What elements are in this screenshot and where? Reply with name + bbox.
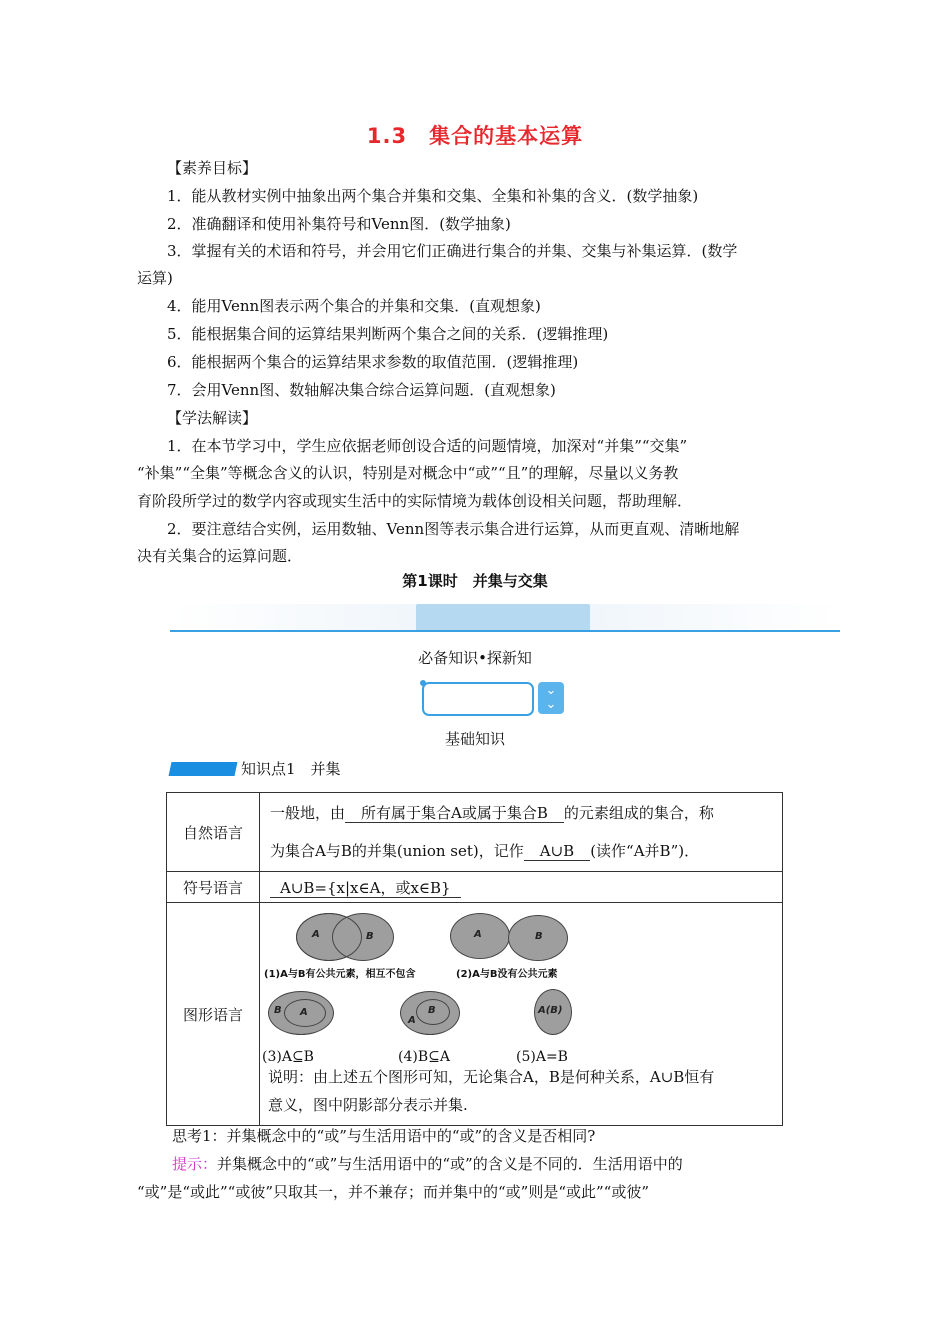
venn-caption-4: (4)B⊆A (398, 1049, 450, 1065)
venn-label-b: B (428, 1005, 436, 1016)
text: (读作“A并B”)． (590, 842, 700, 860)
venn-caption-5: (5)A=B (516, 1049, 568, 1065)
venn-caption-1: (1)A与B有公共元素，相互不包含 (264, 969, 416, 980)
page-title: 1.3 集合的基本运算 (366, 124, 584, 148)
graphic-language-cell (260, 903, 783, 1126)
pill-dot (420, 680, 426, 686)
hint-line-2: “或”是“或此”“或彼”只取其一，并不兼存；而并集中的“或”则是“或此”“或彼” (137, 1183, 650, 1201)
knowledge-point-bar (169, 762, 238, 776)
method-line: 1．在本节学习中，学生应依据老师创设合适的问题情境，加深对“并集”“交集” (167, 437, 688, 455)
goal-item: 1．能从教材实例中抽象出两个集合并集和交集、全集和补集的含义．(数学抽象) (167, 187, 699, 205)
row-label-symbol: 符号语言 (167, 872, 260, 903)
venn-caption-3: (3)A⊆B (262, 1049, 314, 1065)
goal-item: 3．掌握有关的术语和符号，并会用它们正确进行集合的并集、交集与补集运算．(数学 (167, 242, 738, 260)
text: 为集合A与B的并集(union set)，记作 (270, 842, 524, 860)
method-line: 2．要注意结合实例，运用数轴、Venn图等表示集合进行运算，从而更直观、清晰地解 (167, 520, 740, 538)
hint-text: 并集概念中的“或”与生活用语中的“或”的含义是不同的．生活用语中的 (217, 1155, 683, 1173)
natural-language-cell (260, 793, 783, 872)
row-label-natural: 自然语言 (167, 793, 260, 872)
answer-blank: 所有属于集合A或属于集合B (345, 804, 564, 823)
row-label-graphic: 图形语言 (167, 903, 260, 1126)
text: 一般地，由 (270, 804, 346, 822)
venn-label-b: B (535, 931, 543, 942)
venn-label-a: A (474, 929, 482, 940)
union-formula: A∪B={x|x∈A，或x∈B} (270, 879, 461, 898)
method-heading: 【学法解读】 (167, 409, 258, 427)
goal-item: 2．准确翻译和使用补集符号和Venn图．(数学抽象) (167, 215, 511, 233)
note-line: 意义，图中阴影部分表示并集. (268, 1096, 468, 1114)
venn-outline-a (296, 913, 362, 961)
method-line: 决有关集合的运算问题． (137, 547, 303, 565)
method-line: 育阶段所学过的数学内容或现实生活中的实际情境为载体创设相关问题，帮助理解． (137, 492, 693, 510)
banner-fade-right (590, 604, 840, 630)
banner-fade-left (170, 604, 416, 630)
banner-line (170, 630, 840, 632)
goals-heading: 【素养目标】 (167, 159, 258, 177)
banner-tab (416, 604, 590, 630)
goal-item: 4．能用Venn图表示两个集合的并集和交集．(直观想象) (167, 297, 541, 315)
venn-label-ab: A(B) (538, 1005, 563, 1016)
graphic-note (268, 1063, 778, 1119)
text: 的元素组成的集合，称 (563, 804, 714, 822)
hint-label: 提示： (172, 1155, 218, 1173)
knowledge-point-title: 知识点1 并集 (241, 760, 341, 778)
goal-item: 6．能根据两个集合的运算结果求参数的取值范围．(逻辑推理) (167, 353, 579, 371)
union-table (166, 792, 783, 1126)
venn-label-a: A (300, 1007, 308, 1018)
symbol-language-cell (260, 872, 783, 903)
venn-label-a: A (408, 1015, 416, 1026)
lesson-title: 第1课时 并集与交集 (402, 572, 548, 590)
goal-item: 5．能根据集合间的运算结果判断两个集合之间的关系．(逻辑推理) (167, 325, 609, 343)
basic-knowledge-label: 基础知识 (444, 730, 505, 748)
answer-blank: A∪B (524, 842, 590, 861)
goal-item: 7．会用Venn图、数轴解决集合综合运算问题．(直观想象) (167, 381, 556, 399)
venn-caption-2: (2)A与B没有公共元素 (456, 969, 558, 980)
chevron-down-icon: ⌄ ⌄ (538, 682, 564, 714)
basic-knowledge-box (422, 682, 534, 716)
venn-label-a: A (312, 929, 320, 940)
hint-line (172, 1150, 852, 1178)
think-question: 思考1：并集概念中的“或”与生活用语中的“或”的含义是否相同? (172, 1127, 596, 1145)
method-line: “补集”“全集”等概念含义的认识，特别是对概念中“或”“且”的理解，尽量以义务教 (137, 464, 679, 482)
venn-label-b: B (366, 931, 374, 942)
venn-label-b: B (274, 1005, 282, 1016)
goal-item-cont: 运算) (137, 269, 173, 287)
note-line: 说明：由上述五个图形可知，无论集合A，B是何种关系，A∪B恒有 (268, 1068, 715, 1086)
section-banner: 必备知识•探新知 (418, 649, 532, 667)
